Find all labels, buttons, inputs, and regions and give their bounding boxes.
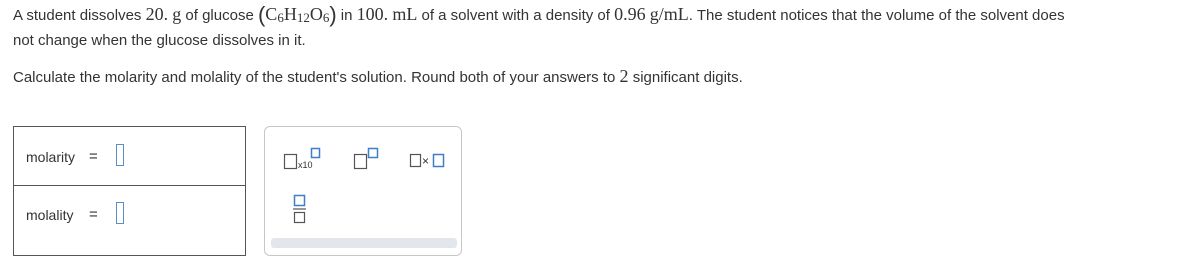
- paren-close: ): [329, 2, 337, 27]
- answer-panel: [13, 126, 246, 256]
- toolbox-action-bar[interactable]: [271, 238, 457, 248]
- density-unit: g/mL: [649, 4, 689, 24]
- mass-unit: g: [172, 4, 182, 24]
- volume-value: 100.: [356, 4, 389, 24]
- question-text: A student dissolves: [13, 7, 146, 24]
- superscript-button[interactable]: [353, 147, 383, 173]
- sig-figs-value: 2: [619, 66, 629, 86]
- x10-text: x10: [298, 160, 313, 170]
- question-text: in: [336, 7, 357, 24]
- question-text: of glucose: [181, 7, 258, 24]
- answer-row-molarity: [14, 127, 245, 186]
- math-toolbox: [264, 126, 462, 256]
- answer-row-molality: [14, 185, 245, 243]
- volume-unit: mL: [392, 4, 418, 24]
- molarity-label: molarity: [26, 149, 76, 165]
- superscript-icon: [353, 147, 383, 173]
- question-text: Calculate the molarity and molality of the student's solution. Round both of your answers to: [13, 69, 620, 86]
- times-symbol: ×: [422, 154, 430, 168]
- question-text: significant digits.: [628, 69, 743, 86]
- molarity-input[interactable]: [116, 144, 124, 166]
- mass-value: 20.: [145, 4, 169, 24]
- multiply-icon: [409, 151, 447, 171]
- question-line-1: [13, 2, 1065, 27]
- fraction-button[interactable]: [292, 194, 308, 224]
- question-line-2: not change when the glucose dissolves in it.: [13, 32, 306, 49]
- equals-sign: =: [89, 148, 98, 165]
- fraction-icon: [292, 194, 308, 224]
- question-text: . The student notices that the volume of the solvent does: [688, 7, 1065, 24]
- molality-input[interactable]: [116, 202, 124, 224]
- equals-sign: =: [89, 206, 98, 223]
- glucose-formula: $C_6H_{12}O_6$: [265, 4, 330, 25]
- molality-label: molality: [26, 207, 74, 223]
- multiply-button[interactable]: [409, 151, 447, 171]
- question-text: of a solvent with a density of: [417, 7, 615, 24]
- scientific-notation-icon: [283, 147, 325, 175]
- density-value: 0.96: [614, 4, 646, 24]
- scientific-notation-button[interactable]: [283, 147, 325, 175]
- paren-open: (: [257, 2, 266, 27]
- question-line-3: [13, 65, 743, 89]
